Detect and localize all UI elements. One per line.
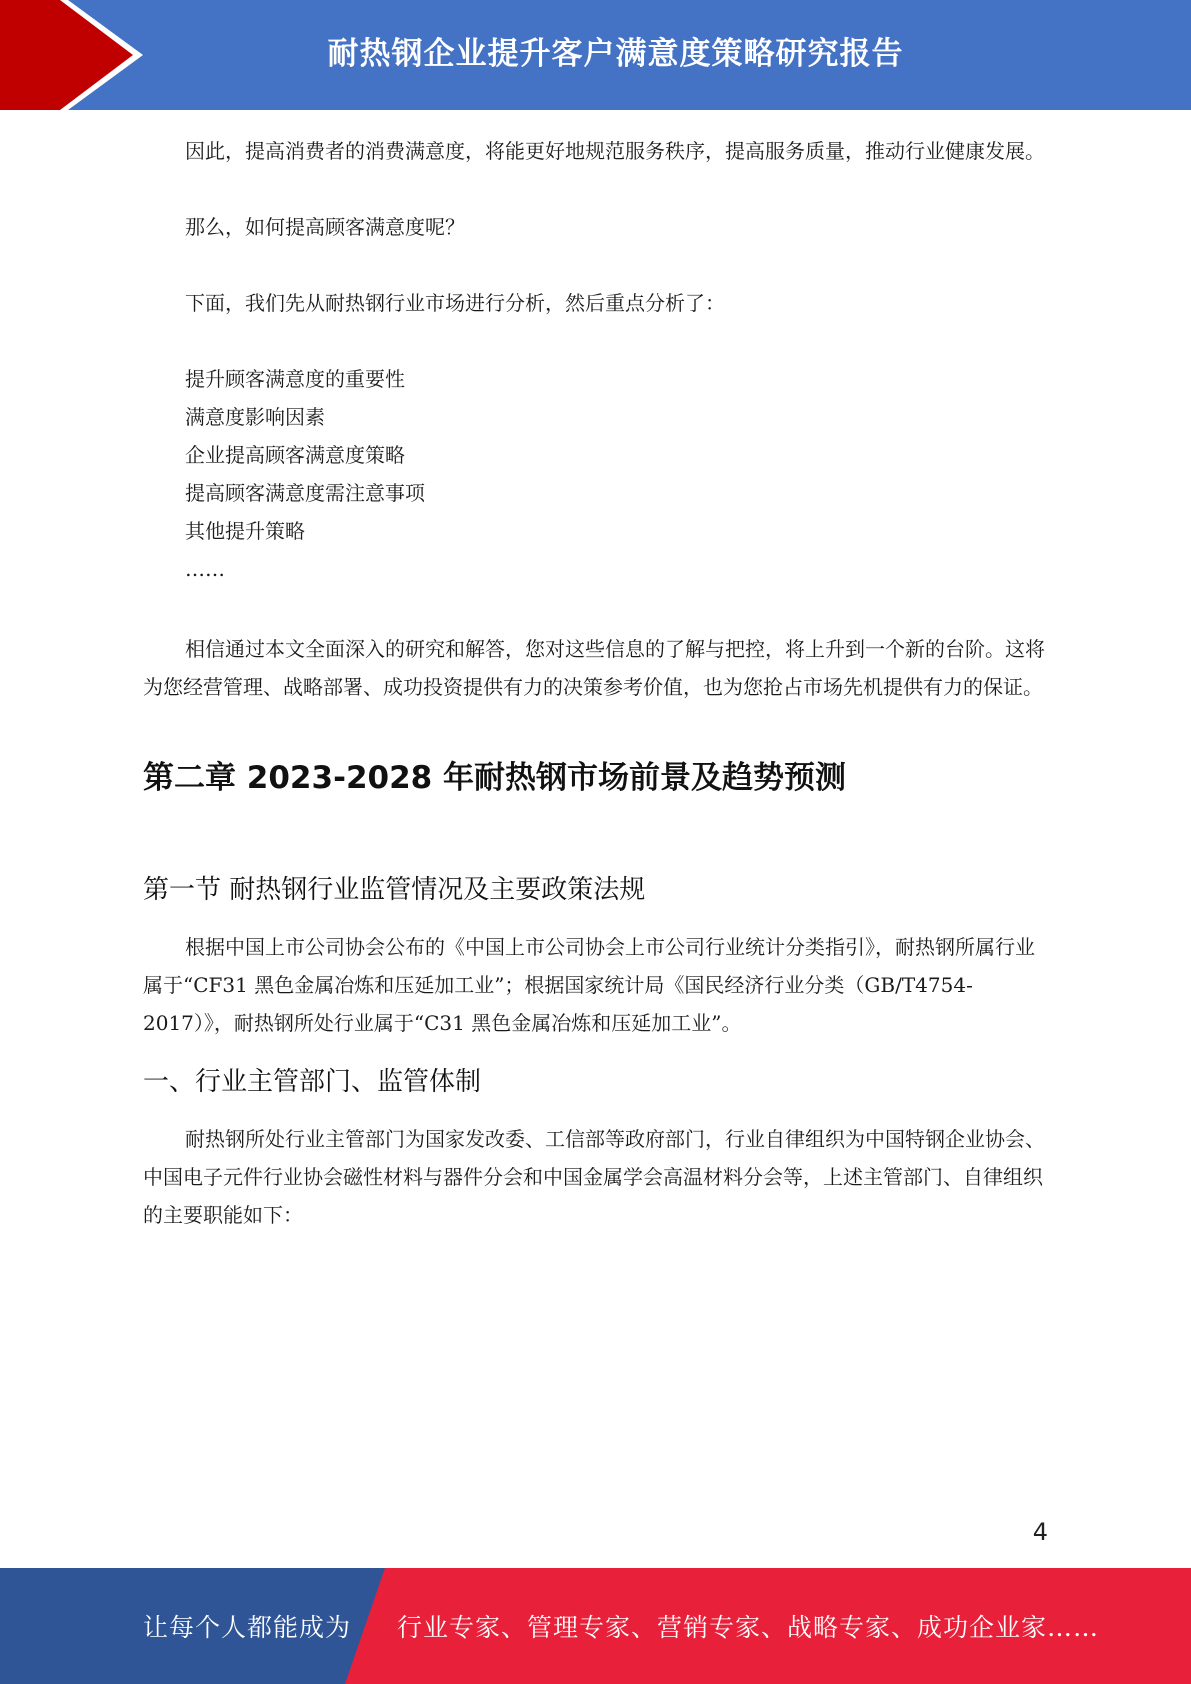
subsection-paragraph: 耐热钢所处行业主管部门为国家发改委、工信部等政府部门，行业自律组织为中国特钢企业协会、中国电子元件行业协会磁性材料与器件分会和中国金属学会高温材料分会等，上述主管部门、自律组织的主要职能如下： bbox=[143, 1127, 1045, 1227]
chapter-heading: 第二章 2023-2028 年耐热钢市场前景及趋势预测 bbox=[143, 760, 847, 796]
analysis-paragraph: 下面，我们先从耐热钢行业市场进行分析，然后重点分析了： bbox=[185, 291, 725, 315]
list-item: …… bbox=[185, 557, 225, 581]
section-heading: 第一节 耐热钢行业监管情况及主要政策法规 bbox=[143, 875, 646, 905]
section-paragraph: 根据中国上市公司协会公布的《中国上市公司协会上市公司行业统计分类指引》，耐热钢所属行业属于“CF31 黑色金属冶炼和压延加工业”；根据国家统计局《国民经济行业分类（GB/T4754-2017）》，耐热钢所处行业属于“C31 黑色金属冶炼和压延加工业”。 bbox=[143, 935, 1035, 1035]
header-chevron-decoration bbox=[0, 0, 150, 110]
chevron-red-fill bbox=[0, 0, 133, 110]
report-title: 耐热钢企业提升客户满意度策略研究报告 bbox=[327, 35, 904, 72]
list-item: 提高顾客满意度需注意事项 bbox=[185, 481, 425, 505]
document-body bbox=[143, 132, 1046, 1234]
page-header bbox=[0, 0, 1191, 110]
question-paragraph: 那么，如何提高顾客满意度呢？ bbox=[185, 215, 465, 239]
footer-slogan-right: 行业专家、管理专家、营销专家、战略专家、成功企业家…… bbox=[397, 1613, 1100, 1642]
page-footer bbox=[0, 1568, 1191, 1684]
intro-paragraph: 因此，提高消费者的消费满意度，将能更好地规范服务秩序，提高服务质量，推动行业健康发展。 bbox=[185, 139, 1045, 163]
list-item: 提升顾客满意度的重要性 bbox=[185, 367, 405, 391]
topic-list bbox=[143, 360, 1046, 588]
list-item: 企业提高顾客满意度策略 bbox=[185, 443, 405, 467]
footer-slogan-left: 让每个人都能成为 bbox=[143, 1613, 352, 1642]
page-number: 4 bbox=[1032, 1518, 1048, 1546]
list-item: 满意度影响因素 bbox=[185, 405, 325, 429]
subsection-heading: 一、行业主管部门、监管体制 bbox=[143, 1067, 482, 1097]
list-item: 其他提升策略 bbox=[185, 519, 305, 543]
closing-paragraph: 相信通过本文全面深入的研究和解答，您对这些信息的了解与把控，将上升到一个新的台阶。这将为您经营管理、战略部署、成功投资提供有力的决策参考价值，也为您抢占市场先机提供有力的保证。 bbox=[143, 637, 1045, 699]
